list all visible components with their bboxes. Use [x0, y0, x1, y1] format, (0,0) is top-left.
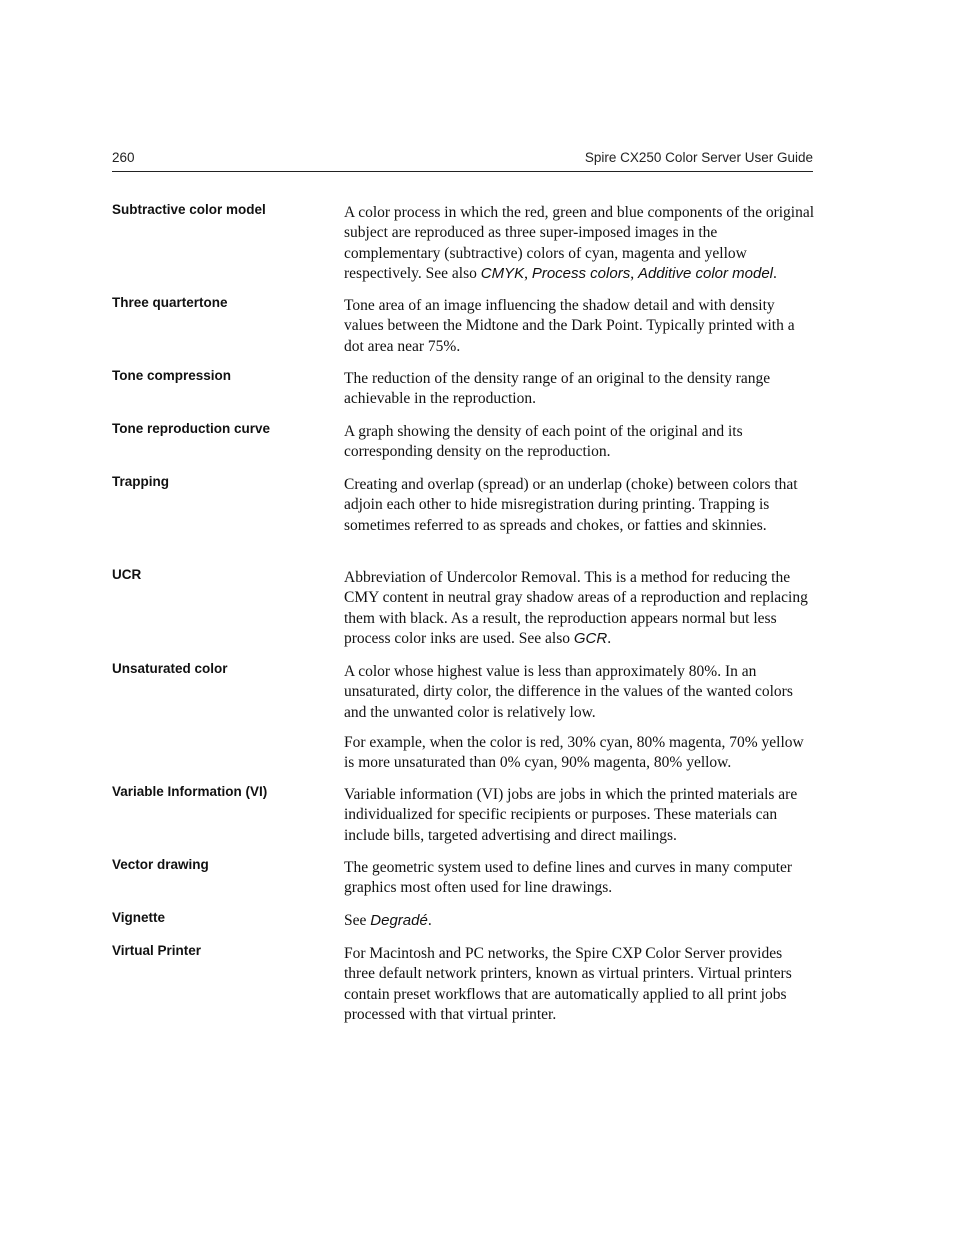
glossary-definition [344, 662, 816, 773]
definition-text: The geometric system used to define lines and curves in many computer graphics most often used for line drawings. [344, 859, 793, 897]
page-number: 260 [112, 150, 135, 165]
page-header [112, 149, 813, 172]
separator: , [630, 264, 638, 282]
definition-text: Variable information (VI) jobs are jobs in which the printed materials are individualized for specific recipients or purposes. These materials can include bills, targeted advertising and direct mailings. [344, 786, 798, 844]
definition-text: Tone area of an image influencing the shadow detail and with density values between the Midtone and the Dark Point. Typically printed with a dot area near 75%. [344, 297, 795, 355]
definition-text: Creating and overlap (spread) or an underlap (choke) between colors that adjoin each other to hide misregistration during printing. Trapping is sometimes referred to as spreads and chokes, or fatties and skinnies. [344, 476, 798, 534]
glossary-definition [344, 203, 816, 284]
glossary-term: Vignette [112, 910, 166, 925]
glossary-term: Virtual Printer [112, 943, 202, 958]
definition-text: See [344, 912, 371, 929]
definition-text: A color process in which the red, green and blue components of the original subject are reproduced as three super-imposed images in the complementary (subtractive) colors of cyan, magenta and yellow respectively. See also [344, 204, 815, 282]
cross-reference: Degradé [370, 912, 428, 929]
definition-text: For Macintosh and PC networks, the Spire CXP Color Server provides three default network printers, known as virtual printers. Virtual printers contain preset workflows that are automatically applied to all print jobs processed with that virtual printer. [344, 945, 792, 1023]
glossary-term: Trapping [112, 474, 169, 489]
definition-end: . [427, 912, 432, 929]
glossary-term: Three quartertone [112, 295, 228, 310]
glossary-term: Vector drawing [112, 857, 209, 872]
cross-reference: Process colors [531, 264, 631, 282]
definition-end: . [607, 629, 612, 647]
cross-reference: CMYK [480, 264, 525, 282]
glossary-definition [344, 296, 816, 357]
glossary-term: Tone reproduction curve [112, 421, 271, 436]
glossary-definition [344, 944, 816, 1025]
glossary-definition [344, 568, 816, 649]
cross-reference: Additive color model [637, 264, 774, 282]
definition-text: For example, when the color is red, 30% cyan, 80% magenta, 70% yellow is more unsaturated than 0% cyan, 90% magenta, 80% yellow. [344, 733, 804, 772]
glossary-term: Subtractive color model [112, 202, 266, 217]
glossary-definition [344, 911, 816, 931]
glossary-definition [344, 369, 816, 410]
glossary-term: Variable Information (VI) [112, 784, 268, 799]
glossary-definition [344, 475, 816, 536]
glossary-term: UCR [112, 567, 142, 582]
definition-text: The reduction of the density range of an original to the density range achievable in the reproduction. [344, 370, 771, 408]
cross-reference: GCR [573, 629, 608, 647]
glossary-term: Tone compression [112, 368, 232, 383]
guide-title: Spire CX250 Color Server User Guide [584, 150, 813, 165]
glossary-definition [344, 785, 816, 846]
glossary-definition [344, 858, 816, 899]
glossary-term: Unsaturated color [112, 661, 228, 676]
glossary-definition [344, 422, 816, 463]
definition-text: A color whose highest value is less than approximately 80%. In an unsaturated, dirty color, the difference in the values of the wanted colors and the unwanted color is relatively low. [344, 663, 793, 721]
definition-text: Abbreviation of Undercolor Removal. This is a method for reducing the CMY content in neutral gray shadow areas of a reproduction and replacing them with black. As a result, the reproduction appears normal but less process color inks are used. See also [344, 569, 808, 647]
separator: , [524, 264, 532, 282]
definition-end: . [773, 264, 777, 282]
definition-text: A graph showing the density of each point of the original and its corresponding density on the reproduction. [344, 423, 743, 461]
